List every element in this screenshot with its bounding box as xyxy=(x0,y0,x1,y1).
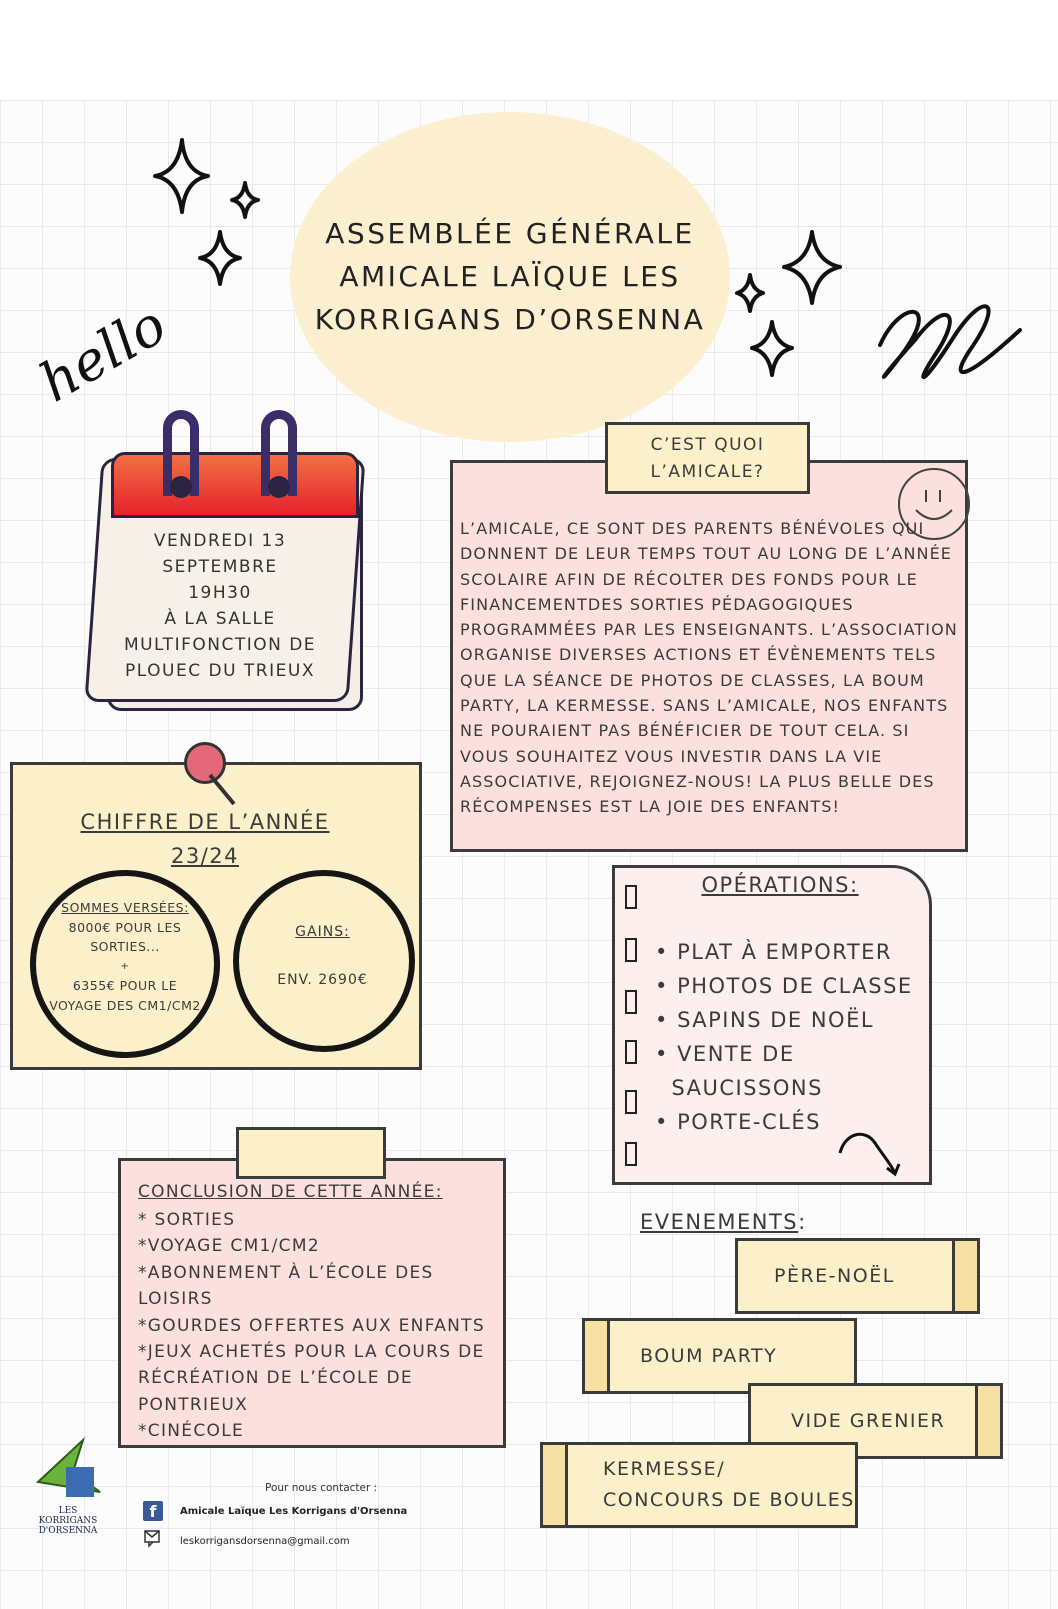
sommes-versees xyxy=(40,898,210,1015)
curly-arrow-icon xyxy=(835,1128,905,1178)
event-details xyxy=(95,528,345,684)
contact-label: Pour nous contacter : xyxy=(265,1482,378,1494)
operation-item: • PLAT À EMPORTER xyxy=(655,935,925,969)
ribbon-end xyxy=(582,1318,610,1394)
event-time: 19H30 xyxy=(188,583,252,603)
logo-text: D'ORSENNA xyxy=(38,1526,98,1536)
amicale-title-line: L’AMICALE? xyxy=(650,462,765,482)
conclusion-item: RÉCRÉATION DE L’ÉCOLE DE xyxy=(138,1368,413,1389)
operation-item-continued: SAUCISSONS xyxy=(671,1076,823,1100)
conclusion-item: *JEUX ACHETÉS POUR LA COURS DE xyxy=(138,1342,485,1363)
event-ribbon xyxy=(540,1442,858,1528)
operation-item: • VENTE DE xyxy=(655,1037,925,1071)
conclusion-item: *CINÉCOLE xyxy=(138,1421,245,1442)
korrigans-logo xyxy=(28,1432,108,1542)
event-place-line: PLOUEC DU TRIEUX xyxy=(125,661,315,681)
title-line: KORRIGANS D’ORSENNA xyxy=(314,303,706,336)
gains-spacer xyxy=(260,944,385,968)
checkbox-icon xyxy=(625,1142,637,1166)
event-ribbon xyxy=(735,1238,980,1314)
conclusion-list xyxy=(138,1207,488,1445)
conclusion-item: *ABONNEMENT À L’ÉCOLE DES xyxy=(138,1262,434,1283)
amicale-description: L’AMICALE, CE SONT DES PARENTS BÉNÉVOLES QUI DONNENT DE LEUR TEMPS TOUT AU LONG DE L’ANNÉE SCOLAIRE AFIN DE RÉCOLTER DES FONDS POUR LE FINANCEMENTDES SORTIES PÉDAGOGIQUES PROGRAMMÉES PAR LES ENSEIGNANTS. L’ASSOCIATION ORGANISE DIVERSES ACTIONS ET ÉVÈNEMENTS TELS QUE LA SÉANCE DE PHOTOS DE CLASSES, LA BOUM PARTY, LA KERMESSE. SANS L’AMICALE, NOS ENFANTS NE POURAIENT PAS BÉNÉFICIER DE TOUT CELA. SI VOUS SOUHAITEZ VOUS INVESTIR DANS LA VIE ASSOCIATIVE, REJOIGNEZ-NOUS! LA PLUS BELLE DES RÉCOMPENSES EST LA JOIE DES ENFANTS! xyxy=(460,519,958,817)
checkbox-icon xyxy=(625,885,637,909)
checkbox-icon xyxy=(625,1040,637,1064)
conclusion-item: * SORTIES xyxy=(138,1210,236,1230)
chiffre-title-line: CHIFFRE DE L’ANNÉE xyxy=(80,810,330,834)
operation-item: • SAPINS DE NOËL xyxy=(655,1003,925,1037)
sommes-line: 8000€ POUR LES xyxy=(68,919,182,935)
ribbon-end xyxy=(975,1383,1003,1459)
operations-list xyxy=(655,935,925,1139)
gains-value: ENV. 2690€ xyxy=(277,972,368,988)
sommes-plus: + xyxy=(120,960,130,972)
amicale-title xyxy=(605,432,810,486)
logo-text: LES xyxy=(58,1506,78,1516)
conclusion-item: PONTRIEUX xyxy=(138,1394,249,1415)
sommes-label: SOMMES VERSÉES: xyxy=(61,900,189,915)
calendar-hole-icon xyxy=(170,476,192,498)
event-label: KERMESSE/ xyxy=(603,1458,726,1480)
chiffre-title xyxy=(60,805,350,873)
event-label: VIDE GRENIER xyxy=(791,1410,946,1432)
facebook-link[interactable]: Amicale Laïque Les Korrigans d'Orsenna xyxy=(180,1506,408,1517)
event-place-line: MULTIFONCTION DE xyxy=(123,635,317,655)
event-date: VENDREDI 13 SEPTEMBRE xyxy=(153,531,287,577)
amicale-title-line: C’EST QUOI xyxy=(650,435,765,455)
conclusion-item: LOISIRS xyxy=(138,1289,213,1310)
ribbon-end xyxy=(540,1442,568,1528)
email-link[interactable]: leskorrigansdorsenna@gmail.com xyxy=(180,1536,350,1547)
conclusion-item: *VOYAGE CM1/CM2 xyxy=(138,1236,320,1257)
checkbox-icon xyxy=(625,1090,637,1114)
events-title xyxy=(640,1210,807,1234)
wizard-hat-icon xyxy=(28,1432,108,1502)
operation-item: • PHOTOS DE CLASSE xyxy=(655,969,925,1003)
event-label: BOUM PARTY xyxy=(640,1345,778,1367)
sommes-line: VOYAGE DES CM1/CM2 xyxy=(49,997,201,1013)
calendar-hole-icon xyxy=(268,476,290,498)
checkbox-icon xyxy=(625,938,637,962)
calendar-illustration xyxy=(85,410,375,710)
conclusion-item: *GOURDES OFFERTES AUX ENFANTS xyxy=(138,1315,485,1336)
conclusion-tape xyxy=(236,1127,386,1179)
sommes-line: 6355€ POUR LE xyxy=(72,978,178,993)
page-title xyxy=(300,212,720,341)
operation-item: • PORTE-CLÉS xyxy=(655,1105,925,1139)
gains-label: GAINS: xyxy=(295,924,350,940)
pin-needle-icon xyxy=(200,770,240,810)
event-place-line: À LA SALLE xyxy=(164,609,276,629)
gains xyxy=(260,920,385,992)
event-label-multiline xyxy=(603,1454,855,1516)
events-title-colon: : xyxy=(798,1210,807,1234)
mail-icon[interactable] xyxy=(143,1528,163,1548)
logo-text: KORRIGANS xyxy=(38,1516,98,1526)
sommes-line: SORTIES... xyxy=(90,939,160,954)
ribbon-end xyxy=(952,1238,980,1314)
chiffre-year: 23/24 xyxy=(170,844,240,868)
operations-title: OPÉRATIONS: xyxy=(701,873,859,897)
event-label: PÈRE-NOËL xyxy=(774,1265,895,1287)
title-line: AMICALE LAÏQUE LES xyxy=(339,260,681,293)
event-label: CONCOURS DE BOULES xyxy=(603,1489,855,1511)
conclusion-title: CONCLUSION DE CETTE ANNÉE: xyxy=(138,1182,443,1202)
calendar-header xyxy=(111,452,359,518)
hello-doodle: hello xyxy=(29,292,177,415)
checkbox-icon xyxy=(625,990,637,1014)
events-title-label: EVENEMENTS xyxy=(640,1210,799,1234)
title-line: ASSEMBLÉE GÉNÉRALE xyxy=(325,217,695,250)
facebook-icon[interactable]: f xyxy=(143,1501,163,1521)
